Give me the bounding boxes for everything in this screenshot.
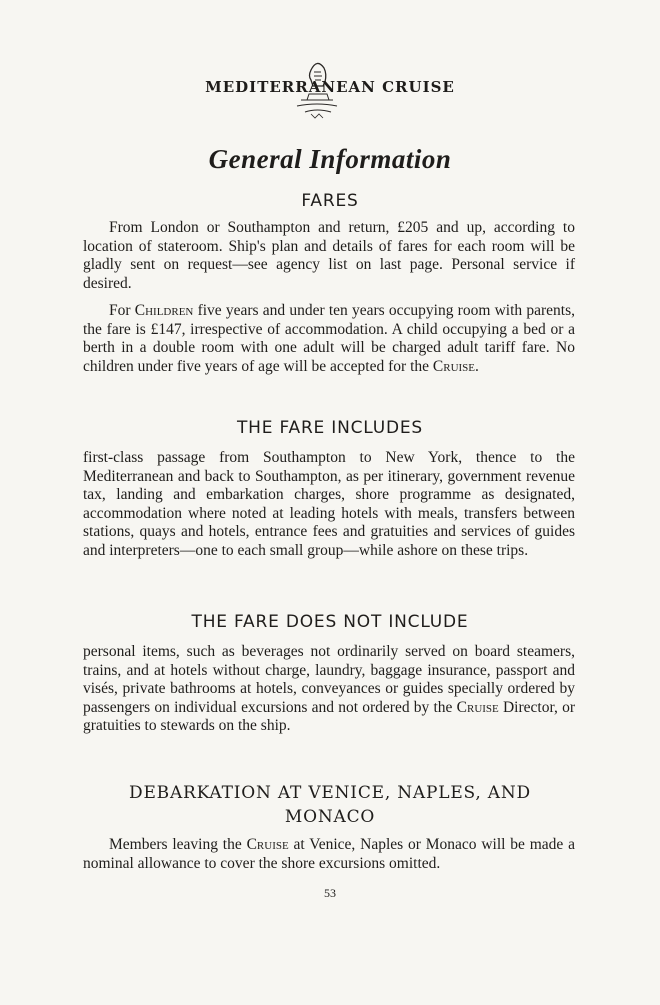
section-heading-debarkation: DEBARKATION AT VENICE, NAPLES, AND MONACO [129, 783, 531, 827]
section-heading-fares: FARES [301, 191, 359, 211]
page-title: General Information [208, 144, 452, 174]
excludes-paragraph: personal items, such as beverages not ordinarily served on board steamers, trains, and at hotels without charge, laundry, baggage insurance, passport and visés, private bathrooms at hotels, conveyances or guides specially ordered by passengers on individual excursions and not ordered by the Cruise Director, or gratuities to stewards on the ship. [83, 643, 575, 734]
page-header [0, 56, 660, 120]
fares-paragraph-2: For Children five years and under ten years occupying room with parents, the fare is £147, irrespective of accommodation. A child occupying a bed or a berth in a double room with one adult will be charged adult tariff fare. No children under five years of age will be accepted for the Cruise. [83, 302, 575, 375]
debarkation-paragraph: Members leaving the Cruise at Venice, Naples or Monaco will be made a nominal allowance to cover the shore excursions omitted. [83, 836, 575, 872]
header-title: MEDITERRANEAN CRUISE [205, 78, 455, 96]
page-number: 53 [324, 886, 336, 900]
fares-paragraph-1: From London or Southampton and return, £205 and up, according to location of stateroom. Ship's plan and details of fares for each room will be gladly sent on request—see agency list on last page. Personal service if desired. [83, 219, 575, 292]
includes-paragraph: first-class passage from Southampton to New York, thence to the Mediterranean and back to Southampton, as per itinerary, government revenue tax, landing and embarkation charges, shore programme as designated, accommodation where noted at leading hotels with meals, transfers between stations, quays and hotels, entrance fees and gratuities and services of guides and interpreters—one to each small group—while ashore on these trips. [83, 449, 575, 559]
section-heading-includes: THE FARE INCLUDES [236, 418, 423, 438]
section-heading-excludes: THE FARE DOES NOT INCLUDE [191, 612, 469, 632]
